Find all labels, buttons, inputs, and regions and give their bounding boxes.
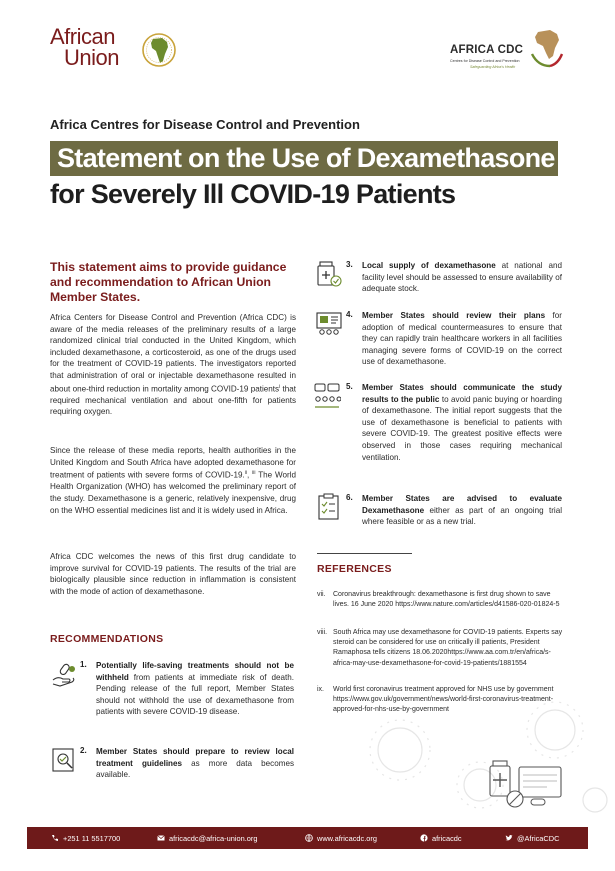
page-title-line1: Statement on the Use of Dexamethasone: [57, 143, 555, 173]
footer-phone-text: +251 11 5517700: [63, 833, 121, 843]
recommendation-number: 3.: [346, 260, 353, 269]
footer-email[interactable]: [157, 827, 257, 849]
page-title-line2: for Severely Ill COVID-19 Patients: [50, 179, 456, 209]
footnote-ref: iii: [252, 470, 256, 477]
african-union-logo: [50, 26, 180, 76]
phone-icon: [51, 834, 59, 842]
recommendation-bold: Local supply of dexamethasone: [362, 261, 496, 270]
checklist-icon: [315, 493, 343, 521]
recommendation-rest: from patients at immediate risk of death. Pending release of the full report, Member States should not withhold the use of dexamethasone from patients with severe COVID-19 disease.: [96, 672, 294, 717]
footer-phone: [51, 827, 120, 849]
body-p1-end: that required mechanical ventilation and about one-fifth for patients requiring oxygen.: [50, 384, 297, 417]
hand-pills-icon: [50, 660, 78, 688]
au-logo-line1: African: [50, 24, 115, 49]
reference-number: ix.: [317, 686, 324, 693]
recommendation-rest: either as part of an ongoing trial where feasible or as a new trial.: [362, 505, 562, 527]
recommendations-heading: RECOMMENDATIONS: [50, 633, 164, 645]
recommendation-number: 2.: [80, 746, 87, 755]
footer-facebook-text: africacdc: [432, 833, 462, 843]
email-icon: [157, 834, 165, 842]
cdc-logo-subtitle: Centres for Disease Control and Prevention: [450, 59, 520, 63]
body-p2-rest: The World Health Organization (WHO) has welcomed the preliminary report of the study. Dexamethasone is a generic, relatively inexpensive, drug on the WHO essential medicines list and it is widely used in Africa.: [50, 470, 297, 515]
recommendation-number: 4.: [346, 310, 353, 319]
recommendation-text: [96, 746, 294, 781]
references-heading: REFERENCES: [317, 563, 392, 575]
facebook-icon: [420, 834, 428, 842]
footer-website-text: www.africacdc.org: [317, 833, 377, 843]
footer-twitter-text: @AfricaCDC: [517, 833, 560, 843]
recommendation-rest: as more data becomes available.: [96, 758, 295, 780]
recommendation-bold: Member States should review their plans: [362, 311, 546, 320]
cdc-logo-title: AFRICA CDC: [450, 44, 524, 56]
footer-facebook[interactable]: [420, 827, 462, 849]
body-p1-text: Africa Centers for Disease Control and Prevention (Africa CDC) is aware of the media releases of the preliminary results of a large randomized clinical trial conducted in the United Kingdom, which included dexamethasone, a corticosteroid, as one of the drugs used for the treatment of COVID-19 patients. The investigators reported that administration of oral or injectable dexamethasone resulted in about one-third reduction in mortality among COVID-19 patients: [50, 313, 296, 394]
au-logo-line2: Union: [64, 45, 119, 70]
recommendation-number: 6.: [346, 493, 353, 502]
recommendation-text: [362, 310, 562, 368]
organization-name: Africa Centres for Disease Control and Prevention: [50, 117, 360, 132]
body-p2-text: Since the release of these media reports, health authorities in the United Kingdom and South Africa have adopted dexamethasone for treatment of patients with severe forms of COVID-19.: [50, 446, 296, 480]
footer-email-text: africacdc@africa-union.org: [169, 833, 258, 843]
recommendation-text: [96, 660, 294, 718]
cdc-logo-tagline: Safeguarding Africa's Health: [470, 65, 516, 69]
footnote-ref: i: [279, 383, 281, 390]
reference-text: World first coronavirus treatment approved for NHS use by government https://www.gov.uk/government/news/world-first-coronavirus-treatment-approved-for-nhs-use-by-government: [333, 686, 554, 714]
au-logo-text: [50, 26, 119, 68]
references-divider: [317, 553, 412, 554]
recommendation-text: [362, 382, 562, 463]
footer-website[interactable]: [305, 827, 377, 849]
africa-cdc-logo: [450, 26, 570, 76]
contact-footer: [27, 827, 588, 849]
recommendation-rest: at national and facility level should be assessed to ensure availability of adequate stock.: [362, 261, 562, 294]
recommendation-bold: Member States should communicate the study results to the public: [362, 383, 562, 404]
reference-text: Coronavirus breakthrough: dexamethasone is first drug shown to save lives. 16 June 2020 https://www.nature.com/articles/d41586-020-01824-5: [333, 591, 560, 609]
reference-number: viii.: [317, 629, 328, 636]
recommendation-rest: to avoid panic buying or hoarding of dexamethasone. The initial report suggests that the use of dexamethasone is beneficial to patients with severe COVID-19. The greatest positive effects were observed in those cases requiring mechanical ventilation.: [362, 394, 562, 462]
public-communication-icon: [313, 382, 341, 410]
body-paragraph-2: Since the release of these media reports, health authorities in the United Kingdom and South Africa have adopted dexamethasone for treatment of patients with severe forms of COVID-19.$^{ii}$, $^{iii}$ The World Health Organization (WHO) has welcomed the preliminary report of the study. Dexamethasone is a generic, relatively inexpensive, drug on the WHO essential medicines list and it is widely used in Africa.: [50, 446, 297, 515]
recommendation-number: 5.: [346, 382, 353, 391]
intro-statement: This statement aims to provide guidance and recommendation to African Union Member States.: [50, 260, 287, 304]
twitter-icon: [505, 834, 513, 842]
recommendation-rest: for adoption of medical countermeasures to ensure that they can rapidly train healthcare workers in all facilities managing severe forms of COVID-19 on the correct use of dexamethasone.: [362, 311, 562, 367]
recommendation-text: [362, 493, 562, 528]
virus-pattern-icon: [340, 690, 610, 825]
document-search-icon: [50, 746, 78, 774]
recommendation-number: 1.: [80, 660, 87, 669]
body-paragraph-1: [50, 312, 296, 418]
medicine-illustration-icon: [487, 753, 567, 813]
africa-map-icon: [142, 30, 176, 70]
cdc-africa-map-icon: [526, 26, 568, 70]
reference-text: South Africa may use dexamethasone for COVID-19 patients. Experts say steroid can be considered for use on critically ill patients, President Ramaphosa tells citizens 18.06.2020https://www.aa.com.tr/en/africa/s-africa-may-use-dexamethasone-for-covid-19-patients/1881554: [333, 629, 563, 667]
training-board-icon: [315, 310, 343, 338]
medicine-bottle-icon: [315, 260, 343, 288]
footer-twitter[interactable]: [505, 827, 559, 849]
recommendation-bold: Member States should prepare to review local treatment guidelines: [96, 747, 294, 768]
recommendation-bold: Potentially life-saving treatments should not be withheld: [96, 661, 294, 682]
globe-icon: [305, 834, 313, 842]
recommendation-text: [362, 260, 562, 295]
reference-number: vii.: [317, 591, 326, 598]
body-paragraph-3: Africa CDC welcomes the news of this first drug candidate to improve survival for COVID-19 patients. The results of the trial are biologically plausible since reduction in inflammation is consistent with the mode of action of dexamethasone.: [50, 552, 296, 596]
footnote-ref: ii: [244, 470, 247, 477]
recommendation-bold: Member States are advised to evaluate Dexamethasone: [362, 494, 562, 515]
